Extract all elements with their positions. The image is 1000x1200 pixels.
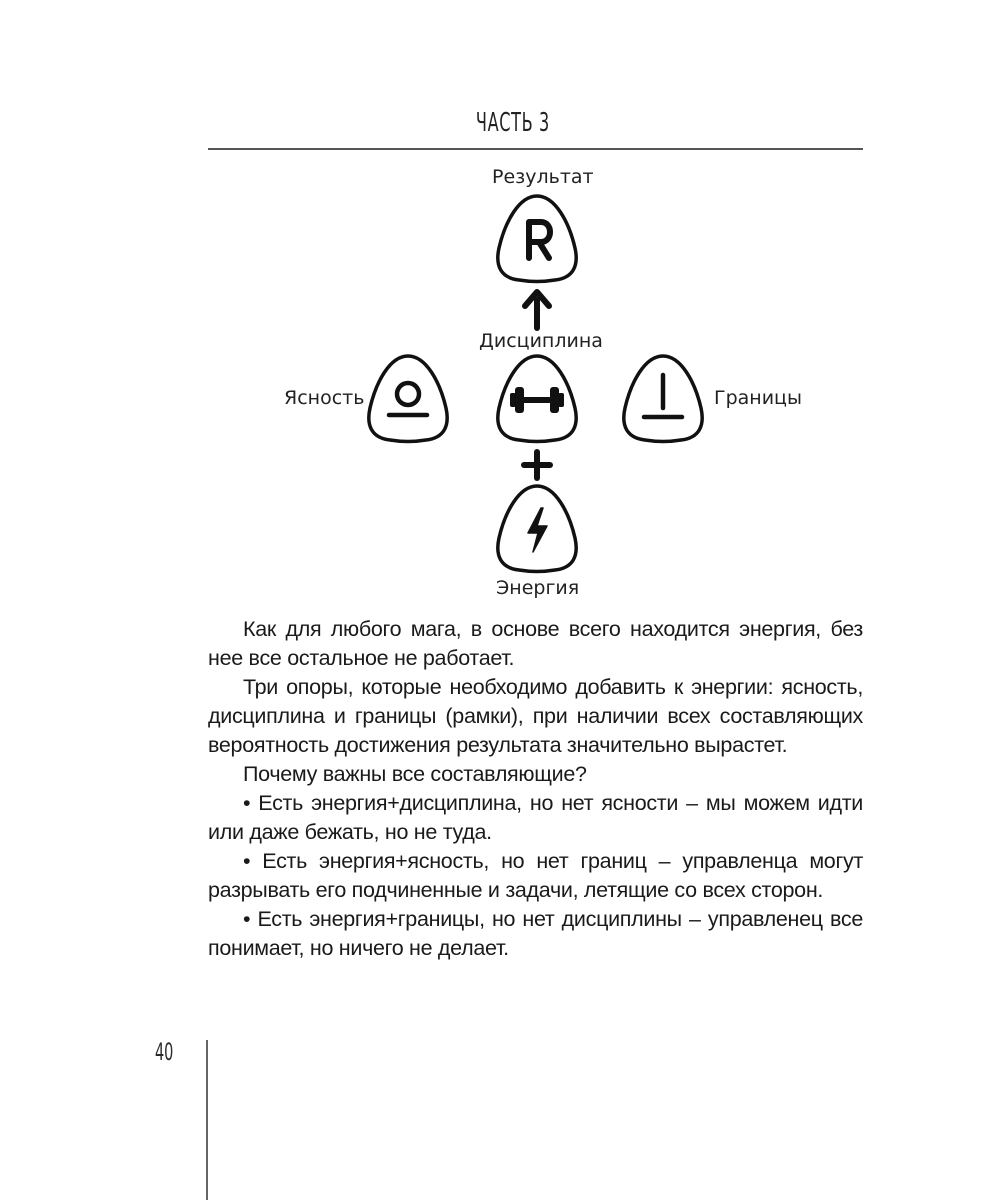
paragraph: Три опоры, которые необходимо добавить к энергии: ясность, дисциплина и границы (рамки), при наличии всех составляющих вероятность достижения результата значительно вырастет. <box>208 675 863 757</box>
body-text <box>208 615 863 963</box>
stone-boundaries <box>624 356 702 442</box>
paragraph: Почему важны все составляющие? <box>243 762 587 786</box>
arrow-up-icon <box>525 292 549 328</box>
label-energy: Энергия <box>496 577 580 599</box>
bullet-item: • Есть энергия+ясность, но нет границ – управленца могут разрывать его подчиненные и задачи, летящие со всех сторон. <box>208 849 863 902</box>
label-boundaries: Границы <box>714 387 802 409</box>
bullet-item: • Есть энергия+дисциплина, но нет ясности – мы можем идти или даже бежать, но не туда. <box>208 791 863 844</box>
stone-clarity <box>369 356 447 442</box>
plus-icon <box>524 452 550 478</box>
page-number: 40 <box>155 1038 174 1066</box>
chapter-title: ЧАСТЬ 3 <box>475 108 550 138</box>
margin-rule <box>206 1040 208 1200</box>
stone-result <box>498 196 576 282</box>
bullet-item: • Есть энергия+границы, но нет дисциплины – управленец все понимает, но ничего не делает. <box>208 907 863 960</box>
stone-energy <box>498 486 576 572</box>
stone-discipline <box>498 356 576 442</box>
paragraph: Как для любого мага, в основе всего находится энергия, без нее все остальное не работает. <box>208 617 863 670</box>
label-result: Результат <box>492 166 594 188</box>
label-discipline: Дисциплина <box>479 330 603 352</box>
label-clarity: Ясность <box>284 387 365 409</box>
